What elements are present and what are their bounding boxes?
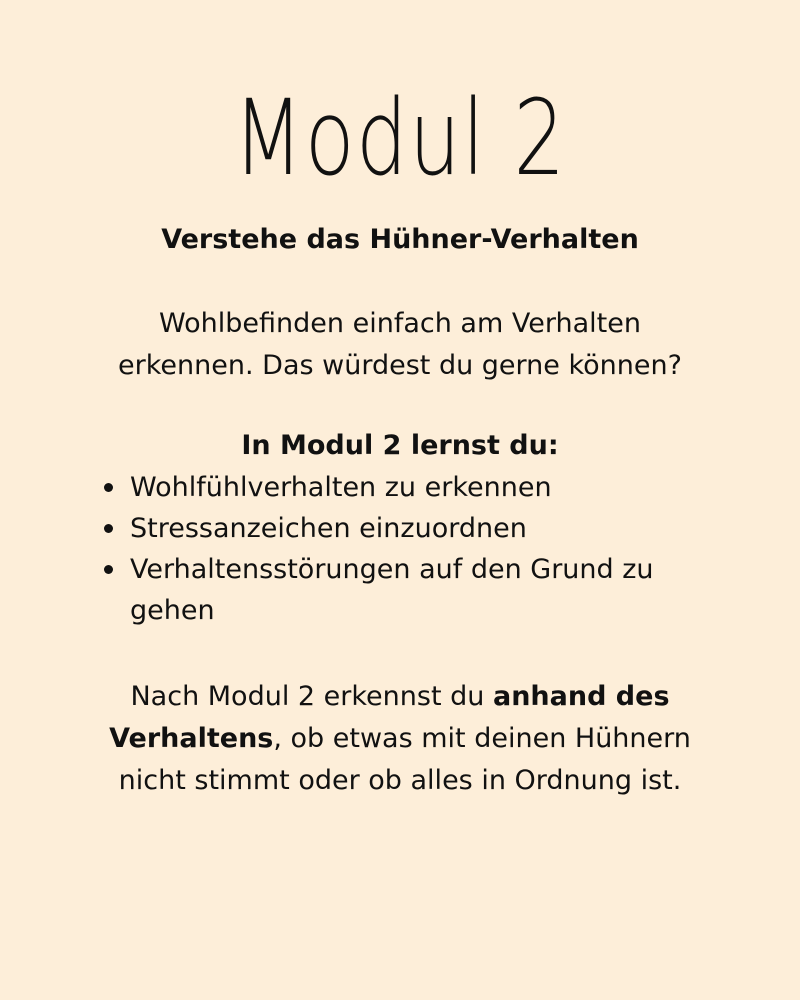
list-item-text: Wohlfühlverhalten zu erkennen [130, 472, 552, 503]
outro-text [80, 676, 720, 802]
learn-list [100, 467, 700, 631]
list-item [100, 549, 700, 631]
outro-bold: anhand des Verhaltens [109, 681, 670, 754]
bullet-icon [104, 565, 113, 574]
intro-line-1: Wohlbefinden einfach am Verhalten [159, 308, 641, 339]
outro-suffix: , ob etwas mit deinen Hühnern nicht stimmt oder ob alles in Ordnung ist. [118, 723, 691, 796]
list-item [100, 508, 700, 549]
list-item-text: Verhaltensstörungen auf den Grund zu gehen [130, 554, 654, 626]
bullet-icon [104, 483, 113, 492]
bullet-icon [104, 524, 113, 533]
outro-prefix: Nach Modul 2 erkennst du [130, 681, 493, 712]
module-title: Modul 2 [233, 77, 567, 199]
list-item [100, 467, 700, 508]
module-subtitle: Verstehe das Hühner-Verhalten [161, 224, 639, 255]
intro-line-2: erkennen. Das würdest du gerne können? [118, 350, 682, 381]
list-item-text: Stressanzeichen einzuordnen [130, 513, 527, 544]
intro-text [80, 303, 720, 387]
learn-heading: In Modul 2 lernst du: [241, 430, 559, 461]
